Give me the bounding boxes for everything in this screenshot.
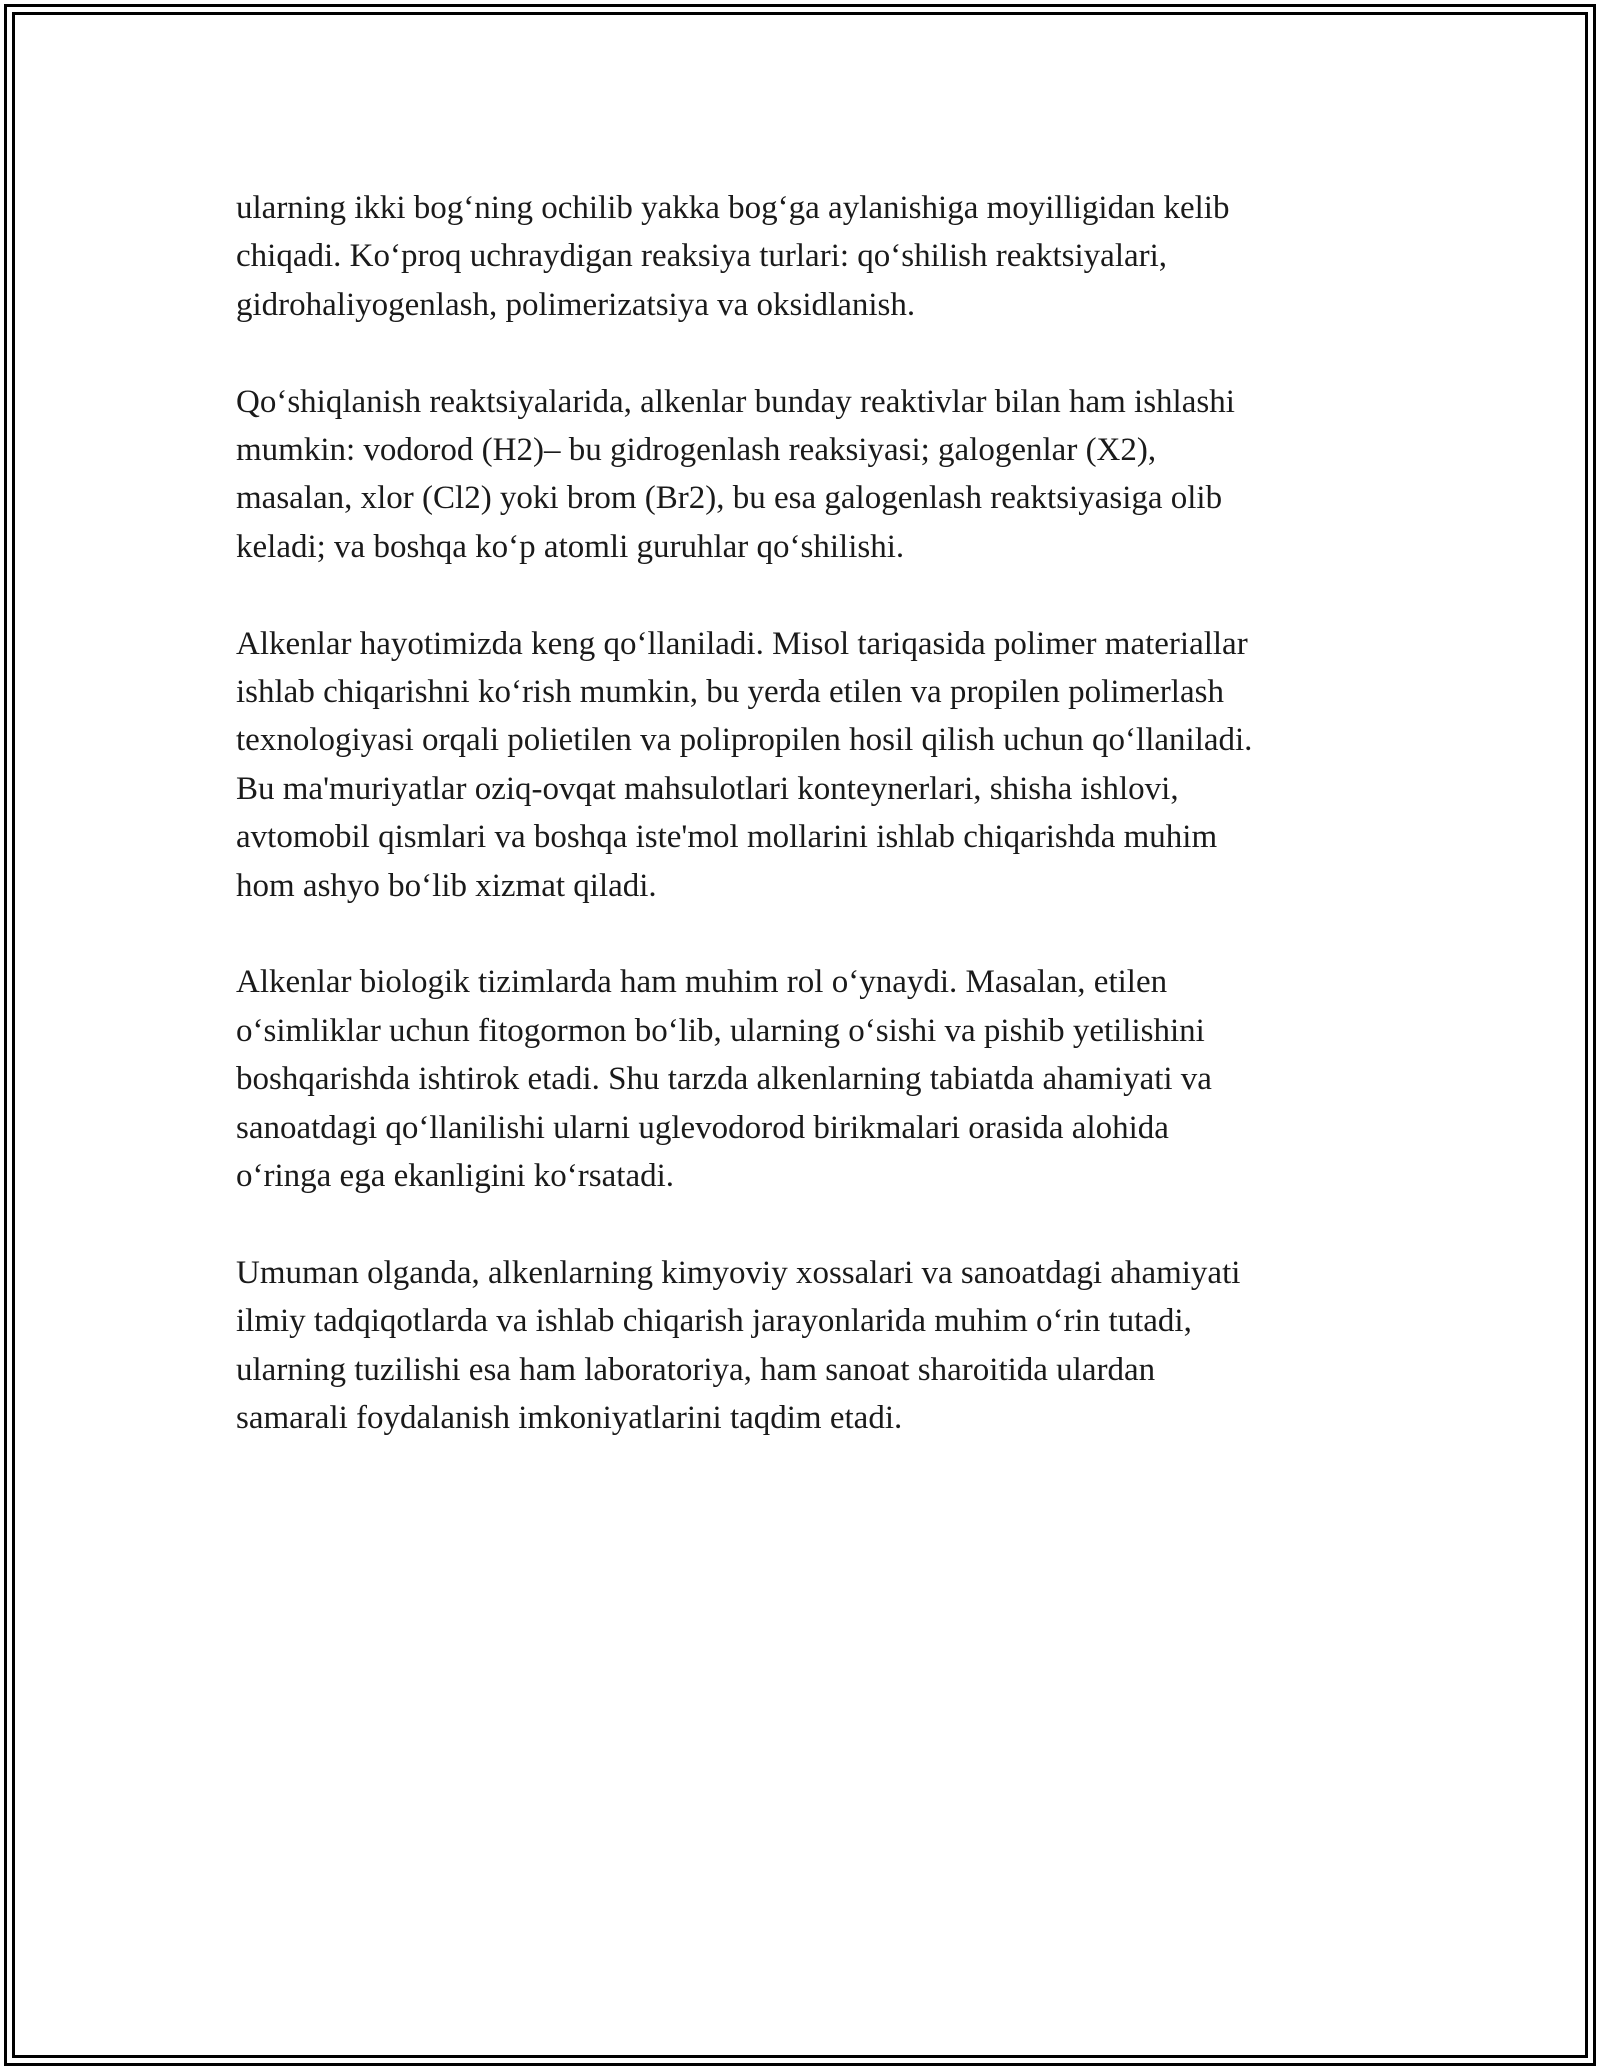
text-line: texnologiyasi orqali polietilen va polipropilen hosil qilish uchun qo‘llaniladi.: [236, 722, 1253, 759]
text-line: masalan, xlor (Cl2) yoki brom (Br2), bu esa galogenlash reaktsiyasiga olib: [236, 480, 1223, 517]
document-body: [236, 184, 1366, 1491]
text-line: samarali foydalanish imkoniyatlarini taqdim etadi.: [236, 1400, 903, 1437]
text-line: keladi; va boshqa ko‘p atomli guruhlar qo‘shilishi.: [236, 528, 905, 565]
text-line: sanoatdagi qo‘llanilishi ularni uglevodorod birikmalari orasida alohida: [236, 1109, 1169, 1146]
paragraph-5: [236, 1249, 1366, 1443]
paragraph-3: [236, 620, 1366, 910]
paragraph-1: [236, 184, 1366, 329]
paragraph-4: [236, 958, 1366, 1200]
text-line: o‘simliklar uchun fitogormon bo‘lib, ularning o‘sishi va pishib yetilishini: [236, 1012, 1205, 1049]
text-line: o‘ringa ega ekanligini ko‘rsatadi.: [236, 1158, 675, 1195]
text-line: ularning tuzilishi esa ham laboratoriya, ham sanoat sharoitida ulardan: [236, 1351, 1156, 1388]
text-line: Umuman olganda, alkenlarning kimyoviy xossalari va sanoatdagi ahamiyati: [236, 1254, 1241, 1291]
text-line: Alkenlar biologik tizimlarda ham muhim rol o‘ynaydi. Masalan, etilen: [236, 964, 1168, 1001]
text-line: avtomobil qismlari va boshqa iste'mol mollarini ishlab chiqarishda muhim: [236, 819, 1218, 856]
text-line: gidrohaliyogenlash, polimerizatsiya va oksidlanish.: [236, 286, 916, 323]
text-line: boshqarishda ishtirok etadi. Shu tarzda alkenlarning tabiatda ahamiyati va: [236, 1061, 1212, 1098]
text-line: chiqadi. Ko‘proq uchraydigan reaksiya turlari: qo‘shilish reaktsiyalari,: [236, 238, 1168, 275]
text-line: ishlab chiqarishni ko‘rish mumkin, bu yerda etilen va propilen polimerlash: [236, 674, 1224, 711]
text-line: Alkenlar hayotimizda keng qo‘llaniladi. Misol tariqasida polimer materiallar: [236, 625, 1248, 662]
text-line: ularning ikki bog‘ning ochilib yakka bog‘ga aylanishiga moyilligidan kelib: [236, 190, 1230, 226]
text-line: hom ashyo bo‘lib xizmat qiladi.: [236, 867, 657, 904]
paragraph-2: [236, 378, 1366, 572]
text-line: mumkin: vodorod (H2)– bu gidrogenlash reaksiyasi; galogenlar (X2),: [236, 432, 1157, 469]
text-line: Qo‘shiqlanish reaktsiyalarida, alkenlar bunday reaktivlar bilan ham ishlashi: [236, 383, 1235, 420]
text-line: Bu ma'muriyatlar oziq-ovqat mahsulotlari konteynerlari, shisha ishlovi,: [236, 770, 1179, 807]
text-line: ilmiy tadqiqotlarda va ishlab chiqarish jarayonlarida muhim o‘rin tutadi,: [236, 1303, 1192, 1340]
